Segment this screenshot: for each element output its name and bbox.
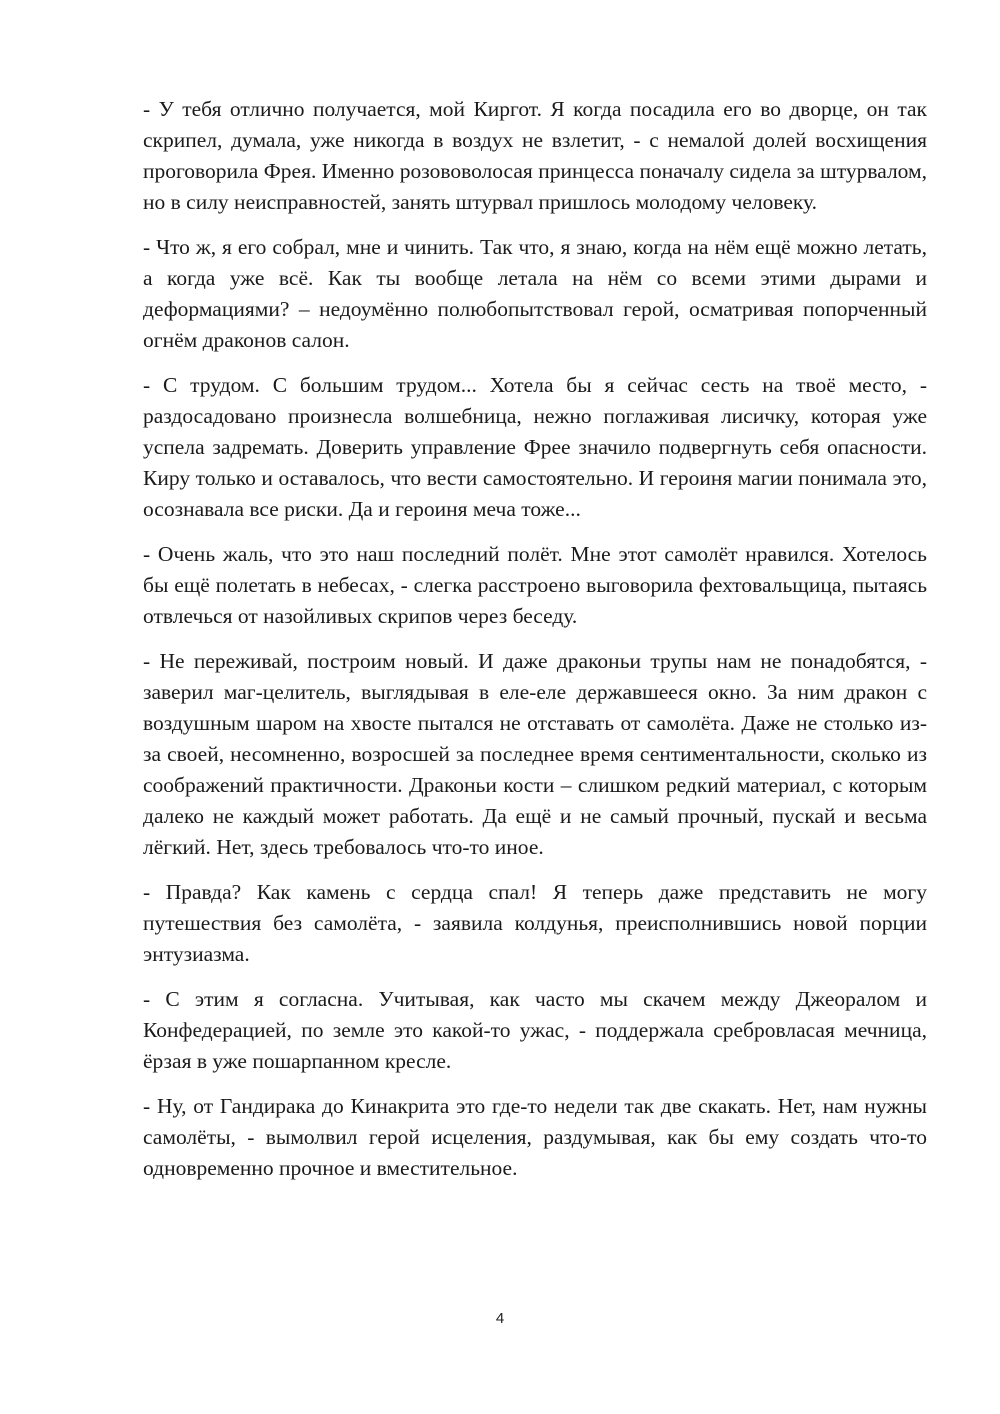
- paragraph: - Правда? Как камень с сердца спал! Я теперь даже представить не могу путешествия без самолёта, - заявила колдунья, преисполнившись новой порции энтузиазма.: [143, 880, 927, 966]
- paragraph: - Не переживай, построим новый. И даже драконьи трупы нам не понадобятся, - заверил маг-целитель, выглядывая в еле-еле державшееся окно. За ним дракон с воздушным шаром на хвосте пытался не отставать от самолёта. Даже не столько из-за своей, несомненно, возросшей за последнее время сентиментальности, сколько из соображений практичности. Драконьи кости – слишком редкий материал, с которым далеко не каждый может работать. Да ещё и не самый прочный, пускай и весьма лёгкий. Нет, здесь требовалось что-то иное.: [143, 649, 927, 859]
- page-number: 4: [495, 1310, 505, 1327]
- paragraph: - Что ж, я его собрал, мне и чинить. Так что, я знаю, когда на нём ещё можно летать, а когда уже всё. Как ты вообще летала на нём со всеми этими дырами и деформациями? – недоумённо полюбопытствовал герой, осматривая попорченный огнём драконов салон.: [143, 235, 927, 352]
- paragraph: - Ну, от Гандирака до Кинакрита это где-то недели так две скакать. Нет, нам нужны самолёты, - вымолвил герой исцеления, раздумывая, как бы ему создать что-то одновременно прочное и вместительное.: [143, 1094, 927, 1180]
- paragraph: - Очень жаль, что это наш последний полёт. Мне этот самолёт нравился. Хотелось бы ещё полетать в небесах, - слегка расстроено выговорила фехтовальщица, пытаясь отвлечься от назойливых скрипов через беседу.: [143, 542, 927, 628]
- paragraph: - С этим я согласна. Учитывая, как часто мы скачем между Джеоралом и Конфедерацией, по земле это какой-то ужас, - поддержала сребровласая мечница, ёрзая в уже пошарпанном кресле.: [143, 987, 927, 1073]
- text-body: [143, 94, 927, 1198]
- paragraph: - С трудом. С большим трудом... Хотела бы я сейчас сесть на твоё место, - раздосадовано произнесла волшебница, нежно поглаживая лисичку, которая уже успела задремать. Доверить управление Фрее значило подвергнуть себя опасности. Киру только и оставалось, что вести самостоятельно. И героиня магии понимала это, осознавала все риски. Да и героиня меча тоже...: [143, 373, 927, 521]
- paragraph: - У тебя отлично получается, мой Киргот. Я когда посадила его во дворце, он так скрипел, думала, уже никогда в воздух не взлетит, - с немалой долей восхищения проговорила Фрея. Именно розововолосая принцесса поначалу сидела за штурвалом, но в силу неисправностей, занять штурвал пришлось молодому человеку.: [143, 97, 927, 214]
